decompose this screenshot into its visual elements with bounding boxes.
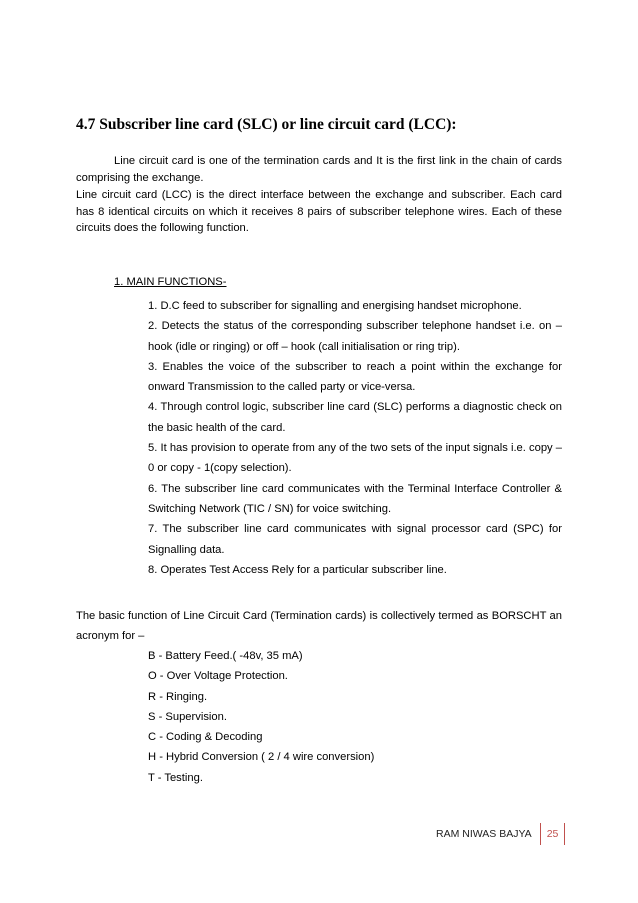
borscht-item: C - Coding & Decoding [148, 731, 263, 744]
function-item: 7. The subscriber line card communicates with signal processor card (SPC) for Signalling data. [148, 523, 562, 556]
borscht-item: S - Supervision. [148, 710, 227, 723]
borscht-intro-paragraph: The basic function of Line Circuit Card (Termination cards) is collectively termed as BORSCHT an acronym for – [76, 610, 562, 643]
function-item: 3. Enables the voice of the subscriber to reach a point within the exchange for onward Transmission to the called party or vice-versa. [148, 360, 562, 394]
main-functions-list [148, 296, 562, 580]
function-item: 8. Operates Test Access Rely for a particular subscriber line. [148, 563, 447, 576]
function-item: 4. Through control logic, subscriber line card (SLC) performs a diagnostic check on the basic health of the card. [148, 401, 562, 434]
function-item: 6. The subscriber line card communicates with the Terminal Interface Controller & Switching Network (TIC / SN) for voice switching. [148, 482, 562, 515]
section-heading: 4.7 Subscriber line card (SLC) or line circuit card (LCC): [76, 116, 457, 133]
footer-author: RAM NIWAS BAJYA [436, 828, 532, 840]
intro-paragraph: Line circuit card is one of the termination cards and It is the first link in the chain of cards comprising the exchange. [76, 155, 562, 184]
borscht-item: T - Testing. [148, 771, 203, 784]
borscht-list [148, 646, 374, 788]
page-footer [436, 823, 565, 845]
page-number: 25 [540, 823, 566, 845]
function-item: 5. It has provision to operate from any of the two sets of the input signals i.e. copy – 0 or copy - 1(copy selection). [148, 442, 562, 475]
borscht-item: O - Over Voltage Protection. [148, 670, 288, 683]
function-item: 2. Detects the status of the corresponding subscriber telephone handset i.e. on – hook (idle or ringing) or off – hook (call initialisation or ring trip). [148, 320, 562, 353]
borscht-item: R - Ringing. [148, 690, 208, 703]
description-paragraph: Line circuit card (LCC) is the direct interface between the exchange and subscriber. Each card has 8 identical circuits on which it receives 8 pairs of subscriber telephone wires. Each of these circuits does the following function. [76, 189, 562, 234]
borscht-item: B - Battery Feed.( -48v, 35 mA) [148, 650, 303, 662]
function-item: 1. D.C feed to subscriber for signalling and energising handset microphone. [148, 300, 522, 312]
main-functions-title: 1. MAIN FUNCTIONS- [114, 276, 227, 288]
borscht-item: H - Hybrid Conversion ( 2 / 4 wire conversion) [148, 751, 375, 764]
